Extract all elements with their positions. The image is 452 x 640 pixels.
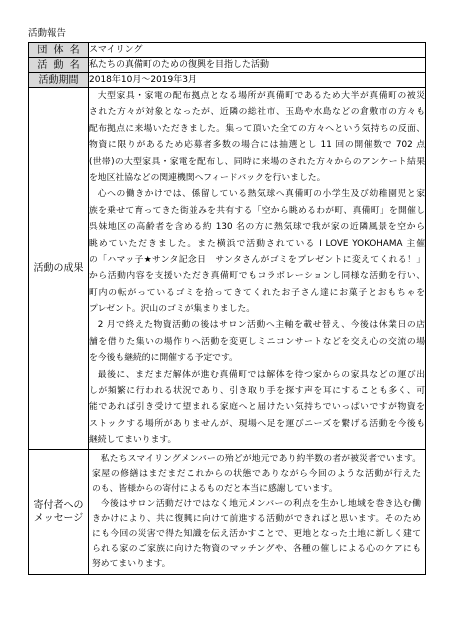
message-line: にも今回の災害で得た知識を伝え活かすことで、更地となった土地に新しく建て [92, 528, 421, 539]
results-line: ストックする場所がありませんが、現場へ足を運びニーズを繋げる活動を今後も [89, 418, 425, 429]
report-form-table [28, 42, 426, 575]
results-line: された方々が対象となったが、近隣の総社市、玉島や水島などの倉敷市の方々も [89, 107, 425, 118]
message-row [29, 449, 426, 574]
message-line: きかけにより、共に復興に向けて前進する活動ができればと思います。そのため [92, 513, 421, 524]
message-label-cell [29, 449, 89, 574]
message-paragraph [92, 497, 421, 572]
results-line: 舗を借りた集いの場作りへ活動を変更しミニコンサートなどを交え心の交流の場 [89, 336, 425, 347]
results-line: から活動内容を支援いただき真備町でもコラボレーションし同様な活動を行い、 [89, 271, 425, 282]
results-line: 2 月で終えた物資活動の後はサロン活動へ主軸を載せ替え、今後は休業日の店 [97, 320, 425, 331]
results-line: 心への働きかけでは、係留している熱気球へ真備町の小学生及び幼稚園児と家 [97, 189, 425, 200]
results-line: しが頻繁に行われる状況であり、引き取り手を探す声を耳にすることも多く、可 [89, 386, 425, 397]
results-line: 族を乗せて育ってきた街並みを共有する「空から眺めるわが町、真備町」を開催し [89, 205, 425, 216]
results-line: 最後に、まだまだ解体が進む真備町では解体を待つ家からの家具などの運び出 [97, 369, 425, 380]
message-body [89, 449, 426, 574]
results-paragraph [89, 317, 425, 366]
period-row [29, 73, 426, 88]
message-line: 私たちスマイリングメンバーの殆どが地元であり約半数の者が被災者でいます。 [100, 453, 421, 464]
period-label: 活動期間 [29, 73, 89, 88]
results-label: 活動の成果 [29, 88, 89, 450]
results-body [89, 88, 426, 450]
results-line: (世帯)の大型家具・家電を配布し、同時に来場のされた方々からのアンケート結果 [89, 156, 425, 167]
message-label-line: メッセージ [33, 512, 84, 524]
activity-value: 私たちの真備町のための復興を目指した活動 [89, 58, 426, 73]
message-line: のも、皆様からの寄付によるものだと本当に感謝しています。 [92, 483, 338, 494]
org-value: スマイリング [89, 43, 426, 58]
report-heading: 活動報告 [28, 28, 67, 39]
results-line: 配布拠点に来場いただきました。集って頂いた全ての方々へという気持ちの反面、 [89, 123, 425, 134]
message-line: 努めてまいります。 [92, 558, 171, 569]
message-line: 今後はサロン活動だけではなく地元メンバーの利点を生かし地域を巻き込む働 [100, 498, 421, 509]
message-line: られる家のご家族に向けた物資のマッチングや、各種の催しによる心のケアにも [92, 543, 421, 554]
results-line: 物資に限りがあるため応募者多数の場合には抽選とし 11 回の開催数で 702 点 [89, 140, 425, 151]
message-label-line: 寄付者への [33, 499, 84, 511]
results-line: 能であれば引き受けて望まれる家庭へと届けたい気持ちでいっぱいですが物資を [89, 402, 425, 413]
results-paragraph [89, 186, 425, 317]
results-paragraph [89, 367, 425, 449]
activity-label: 活 動 名 [37, 59, 80, 71]
activity-row [29, 58, 426, 73]
results-line: 町内の転がっているゴミを拾ってきてくれたお子さん達にお菓子とおもちゃを [89, 287, 425, 298]
results-row [29, 88, 426, 450]
org-label: 団 体 名 [37, 44, 80, 56]
period-value: 2018年10月～2019年3月 [89, 73, 426, 88]
org-label-cell [29, 43, 89, 58]
results-line: の「ハマッ子★サンタ記念日 サンタさんがゴミをプレゼントに変えてくれる！」 [89, 254, 425, 265]
message-paragraph [92, 452, 421, 497]
org-row [29, 43, 426, 58]
message-line: 家屋の修繕はまだまだこれからの状態でありながら今回のような活動が行えた [92, 468, 421, 479]
results-line: 呉妹地区の高齢者を含める約 130 名の方に熱気球で我が家の近隣風景を空から [89, 222, 425, 233]
results-paragraph [89, 88, 425, 186]
results-line: を今後も継続的に開催する予定です。 [89, 353, 238, 364]
results-line: 眺めていただきました。また横浜で活動されている I LOVE YOKOHAMA 主催 [89, 238, 425, 249]
results-line: を地区社協などの関連機関へフィードバックを行いました。 [89, 172, 326, 183]
results-line: 継続してまいります。 [89, 435, 177, 446]
results-line: 大型家具・家電の配布拠点となる場所が真備町であるため大半が真備町の被災 [97, 91, 425, 101]
results-line: プレゼント。沢山のゴミが集まりました。 [89, 304, 255, 315]
activity-label-cell [29, 58, 89, 73]
